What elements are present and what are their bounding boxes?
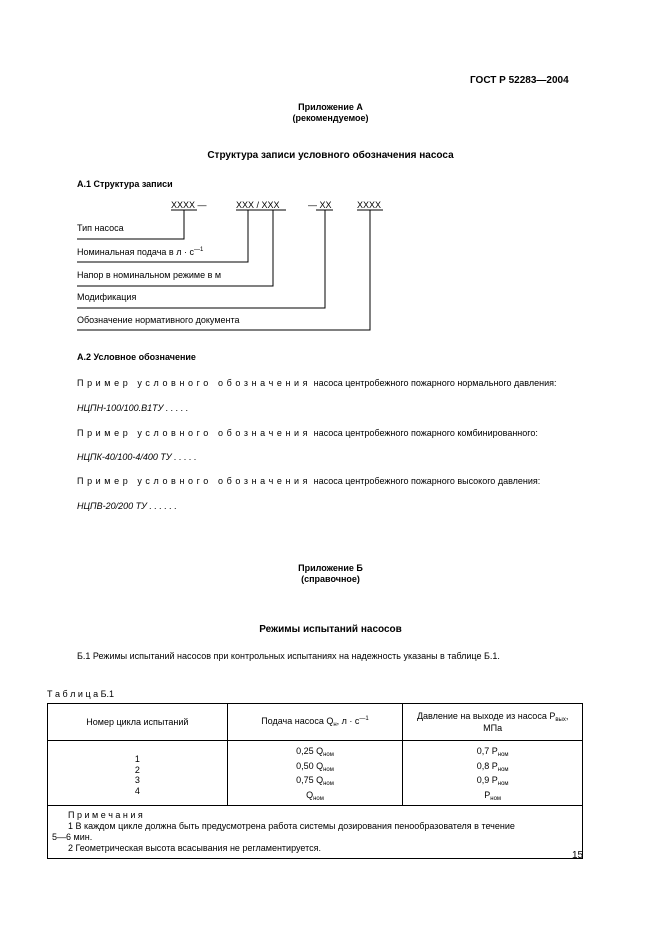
scheme-label-document: Обозначение нормативного документа: [77, 315, 240, 325]
example-3-label: Пример условного обозначения: [77, 476, 312, 486]
cycle-cell: [48, 741, 228, 806]
cycle-value: 4: [134, 785, 140, 796]
pressure-value: 0,9 $P_{ном}$: [476, 775, 509, 787]
scheme-code-modification: — XX: [308, 200, 332, 210]
connector-modification: [77, 210, 325, 308]
notes-cell: [48, 806, 583, 859]
scheme-label-modification: Модификация: [77, 292, 137, 302]
example-3-line: [77, 476, 540, 486]
page-number: 15: [572, 850, 584, 861]
test-modes-table: [47, 703, 583, 859]
pressure-value: 0,8 $P_{ном}$: [476, 760, 509, 773]
scheme-label-type: Тип насоса: [77, 223, 124, 233]
connector-flow: [77, 210, 248, 262]
note-1-line2: 5—6 мин.: [52, 832, 93, 842]
flow-value: 0,75 $Q_{ном}$: [296, 775, 334, 787]
flow-cell: [227, 741, 403, 806]
annex-a-subtitle: (рекомендуемое): [292, 113, 369, 123]
header-flow-text: Подача насоса Q: [261, 716, 334, 726]
example-1-text: насоса центробежного пожарного нормального давления:: [313, 378, 557, 388]
annex-a-heading: Структура записи условного обозначения насоса: [207, 150, 454, 161]
header-flow-exp: —1: [359, 716, 369, 722]
cycle-value: 2: [134, 764, 140, 775]
example-1-label: Пример условного обозначения: [77, 378, 312, 388]
header-flow-unit: , л · с: [336, 716, 360, 726]
notes-title: П р и м е ч а н и я: [68, 810, 143, 820]
table-header-row: [48, 704, 583, 741]
header-pressure: [403, 704, 583, 741]
pressure-value: 0,7 $P_{ном}$: [476, 746, 509, 758]
header-pressure-sub: вых: [555, 717, 566, 723]
scheme-code-document: XXXX: [357, 200, 382, 210]
example-2-label: Пример условного обозначения: [77, 428, 312, 438]
note-2: 2 Геометрическая высота всасывания не регламентируется.: [68, 843, 321, 853]
header-cycle-text: Номер цикла испытаний: [86, 717, 189, 727]
example-1-line: [77, 378, 556, 388]
cycle-value: 3: [134, 775, 140, 785]
scheme-code-flow-head: XXX / XXX: [236, 200, 280, 210]
connector-document: [77, 210, 370, 330]
scheme-label-flow-text: Номинальная подача в л · с: [77, 247, 194, 257]
example-1-code: НЦПН-100/100.В1ТУ . . . . .: [77, 403, 189, 413]
header-pressure-unit: МПа: [483, 723, 503, 733]
flow-value: 0,50 $Q_{ном}$: [296, 760, 334, 773]
example-2-code: НЦПК-40/100-4/400 ТУ . . . . .: [77, 452, 197, 462]
example-2-line: [77, 428, 538, 438]
scheme-label-head: Напор в номинальном режиме в м: [77, 270, 222, 280]
pressure-cell: [403, 741, 583, 806]
section-b1-text: Б.1 Режимы испытаний насосов при контрольных испытаниях на надежность указаны в таблице Б.1.: [77, 651, 500, 661]
scheme-label-flow-exponent: —1: [193, 247, 204, 253]
annex-a-title: Приложение А: [298, 102, 363, 112]
header-flow-sub: н: [333, 722, 337, 728]
example-2-text: насоса центробежного пожарного комбинированного:: [313, 428, 538, 438]
table-notes-row: [48, 806, 583, 859]
example-3-code: НЦПВ-20/200 ТУ . . . . . .: [77, 501, 177, 511]
flow-value: 0,25 $Q_{ном}$: [296, 746, 334, 758]
cycle-value: 1: [134, 754, 140, 764]
table-body-row: [48, 741, 583, 806]
section-a1-title: А.1 Структура записи: [77, 179, 173, 189]
pressure-value: $P_{ном}$: [484, 789, 502, 802]
annex-b-title: Приложение Б: [298, 563, 363, 573]
annex-b-heading: Режимы испытаний насосов: [259, 624, 402, 635]
section-a2-title: А.2 Условное обозначение: [77, 352, 196, 362]
header-flow: [227, 704, 403, 741]
header-pressure-comma: ,: [565, 711, 569, 721]
document-code: ГОСТ Р 52283—2004: [470, 75, 569, 86]
example-3-text: насоса центробежного пожарного высокого давления:: [313, 476, 541, 486]
header-cycle: [48, 704, 228, 741]
note-1-line1: 1 В каждом цикле должна быть предусмотрена работа системы дозирования пенообразователя в течение: [68, 821, 515, 831]
header-pressure-text: Давление на выходе из насоса P: [416, 711, 556, 721]
table-caption: Т а б л и ц а Б.1: [47, 689, 115, 699]
connector-type: [77, 210, 184, 239]
scheme-code-type: XXXX —: [171, 200, 207, 210]
flow-value: $Q_{ном}$: [306, 789, 324, 802]
annex-b-subtitle: (справочное): [301, 574, 360, 584]
connector-head: [77, 210, 273, 286]
